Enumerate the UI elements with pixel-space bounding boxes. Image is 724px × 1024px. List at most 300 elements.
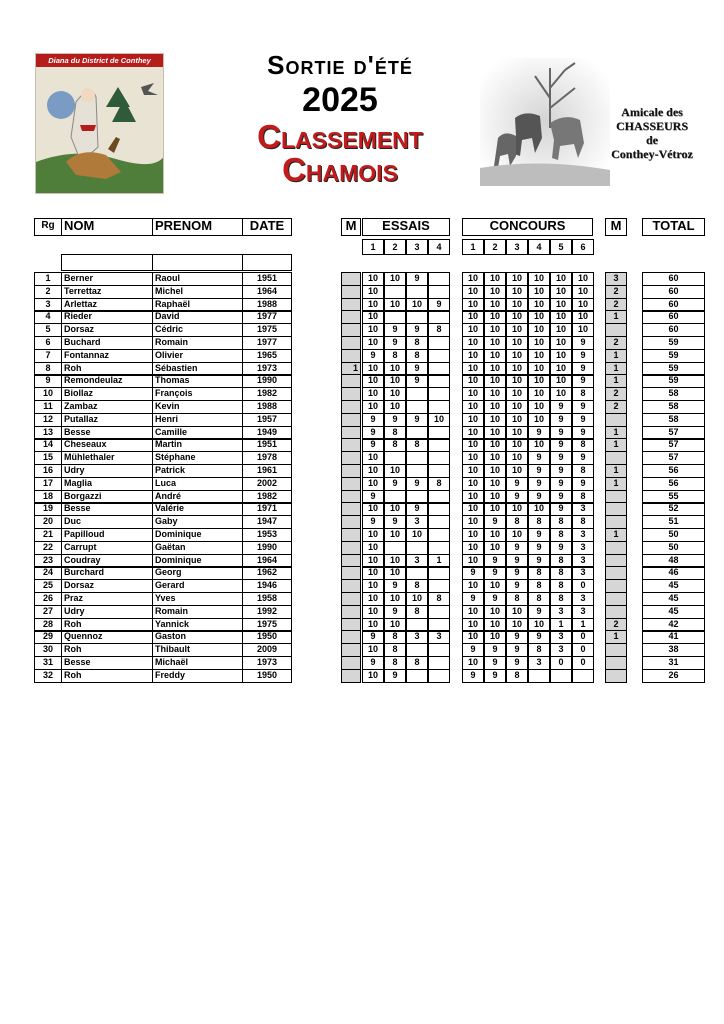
row-essai-1: 10 [362, 554, 384, 568]
row-essai-2: 9 [384, 605, 406, 619]
row-essai-2: 10 [384, 374, 406, 388]
row-concours-5: 8 [550, 579, 572, 593]
row-rank: 3 [34, 298, 62, 312]
row-m2 [605, 579, 627, 593]
row-concours-6: 9 [572, 362, 594, 376]
row-rank: 24 [34, 566, 62, 580]
row-m1 [341, 502, 361, 516]
row-concours-4: 9 [528, 451, 550, 465]
row-m1 [341, 477, 361, 491]
row-total: 60 [642, 298, 705, 312]
row-nom: Berner [61, 272, 153, 286]
row-m2: 2 [605, 618, 627, 632]
row-m2 [605, 656, 627, 670]
row-concours-6 [572, 669, 594, 683]
row-essai-4 [428, 605, 450, 619]
row-essai-3 [406, 643, 428, 657]
row-concours-5: 1 [550, 618, 572, 632]
row-essai-1: 10 [362, 336, 384, 350]
row-concours-2: 10 [484, 374, 506, 388]
row-concours-2: 10 [484, 426, 506, 440]
row-essai-4: 1 [428, 554, 450, 568]
essais-sub-3: 3 [406, 239, 428, 255]
row-concours-5: 10 [550, 336, 572, 350]
row-essai-3 [406, 387, 428, 401]
row-essai-1: 10 [362, 387, 384, 401]
row-total: 31 [642, 656, 705, 670]
row-m1 [341, 310, 361, 324]
row-concours-5: 9 [550, 438, 572, 452]
row-concours-6: 10 [572, 298, 594, 312]
row-rank: 4 [34, 310, 62, 324]
row-concours-3: 9 [506, 566, 528, 580]
row-essai-3: 9 [406, 502, 428, 516]
row-date: 1951 [242, 272, 292, 286]
row-concours-3: 10 [506, 528, 528, 542]
row-concours-4: 9 [528, 464, 550, 478]
row-concours-5: 9 [550, 413, 572, 427]
row-m2: 2 [605, 387, 627, 401]
row-concours-1: 10 [462, 285, 484, 299]
row-essai-3: 9 [406, 323, 428, 337]
row-date: 1957 [242, 413, 292, 427]
row-rank: 27 [34, 605, 62, 619]
row-essai-3 [406, 464, 428, 478]
row-concours-6: 3 [572, 592, 594, 606]
row-concours-4: 10 [528, 362, 550, 376]
row-essai-4 [428, 643, 450, 657]
row-concours-5: 10 [550, 272, 572, 286]
row-date: 1950 [242, 630, 292, 644]
row-nom: Roh [61, 669, 153, 683]
row-nom: Maglia [61, 477, 153, 491]
row-rank: 25 [34, 579, 62, 593]
row-m1 [341, 579, 361, 593]
row-prenom: Michel [152, 285, 243, 299]
row-concours-3: 8 [506, 669, 528, 683]
row-essai-1: 10 [362, 451, 384, 465]
row-date: 1982 [242, 387, 292, 401]
row-concours-2: 9 [484, 656, 506, 670]
title-block [200, 50, 480, 187]
row-prenom: Henri [152, 413, 243, 427]
row-concours-3: 9 [506, 490, 528, 504]
row-concours-4: 3 [528, 656, 550, 670]
row-date: 1961 [242, 464, 292, 478]
row-rank: 9 [34, 374, 62, 388]
row-concours-2: 9 [484, 669, 506, 683]
row-date: 1992 [242, 605, 292, 619]
row-concours-1: 9 [462, 643, 484, 657]
row-concours-2: 10 [484, 336, 506, 350]
row-m1 [341, 528, 361, 542]
row-essai-4 [428, 349, 450, 363]
row-concours-6: 10 [572, 272, 594, 286]
row-concours-5: 10 [550, 387, 572, 401]
row-concours-2: 10 [484, 451, 506, 465]
row-total: 57 [642, 438, 705, 452]
row-essai-2: 10 [384, 554, 406, 568]
row-essai-3 [406, 669, 428, 683]
row-concours-3: 9 [506, 541, 528, 555]
row-concours-4: 9 [528, 528, 550, 542]
row-nom: Udry [61, 464, 153, 478]
row-essai-3: 8 [406, 579, 428, 593]
row-essai-2: 8 [384, 643, 406, 657]
row-essai-4 [428, 541, 450, 555]
row-total: 59 [642, 362, 705, 376]
row-m2: 1 [605, 426, 627, 440]
row-total: 41 [642, 630, 705, 644]
row-date: 1982 [242, 490, 292, 504]
row-essai-4 [428, 400, 450, 414]
row-m2: 2 [605, 400, 627, 414]
row-concours-6: 0 [572, 630, 594, 644]
row-prenom: Gerard [152, 579, 243, 593]
row-prenom: Dominique [152, 554, 243, 568]
row-essai-2: 8 [384, 630, 406, 644]
row-concours-1: 9 [462, 669, 484, 683]
row-essai-2: 9 [384, 413, 406, 427]
row-essai-2: 10 [384, 592, 406, 606]
row-nom: Arlettaz [61, 298, 153, 312]
row-concours-3: 10 [506, 374, 528, 388]
header-prenom: PRENOM [152, 218, 243, 236]
header-m2: M [605, 218, 627, 236]
row-concours-4: 8 [528, 579, 550, 593]
row-date: 1977 [242, 336, 292, 350]
row-date: 1988 [242, 400, 292, 414]
row-nom: Mühlethaler [61, 451, 153, 465]
row-essai-1: 10 [362, 618, 384, 632]
row-essai-2: 10 [384, 502, 406, 516]
row-concours-1: 10 [462, 515, 484, 529]
row-concours-6: 9 [572, 400, 594, 414]
row-concours-3: 10 [506, 349, 528, 363]
row-prenom: Romain [152, 605, 243, 619]
row-concours-3: 9 [506, 643, 528, 657]
row-concours-2: 10 [484, 579, 506, 593]
chamois-illustration [480, 58, 610, 186]
row-nom: Besse [61, 656, 153, 670]
row-essai-3: 3 [406, 554, 428, 568]
row-essai-4 [428, 464, 450, 478]
row-essai-4 [428, 669, 450, 683]
row-prenom: Stéphane [152, 451, 243, 465]
row-essai-4 [428, 502, 450, 516]
row-concours-6: 10 [572, 285, 594, 299]
row-concours-4: 10 [528, 438, 550, 452]
row-concours-5: 9 [550, 502, 572, 516]
row-nom: Cheseaux [61, 438, 153, 452]
row-concours-5: 8 [550, 515, 572, 529]
row-date: 1990 [242, 541, 292, 555]
row-concours-1: 10 [462, 579, 484, 593]
row-m1 [341, 541, 361, 555]
row-m1 [341, 515, 361, 529]
row-concours-2: 10 [484, 349, 506, 363]
row-essai-4 [428, 566, 450, 580]
row-m1 [341, 387, 361, 401]
row-essai-1: 10 [362, 669, 384, 683]
row-concours-1: 10 [462, 387, 484, 401]
row-rank: 31 [34, 656, 62, 670]
row-essai-3 [406, 400, 428, 414]
row-total: 45 [642, 605, 705, 619]
row-essai-1: 10 [362, 362, 384, 376]
row-rank: 23 [34, 554, 62, 568]
row-essai-1: 9 [362, 349, 384, 363]
row-concours-4: 10 [528, 349, 550, 363]
row-concours-6: 3 [572, 566, 594, 580]
row-concours-5: 9 [550, 400, 572, 414]
row-m1 [341, 592, 361, 606]
row-m1 [341, 349, 361, 363]
row-date: 1973 [242, 362, 292, 376]
row-m2 [605, 566, 627, 580]
row-essai-2: 8 [384, 438, 406, 452]
row-concours-6: 0 [572, 579, 594, 593]
row-concours-1: 10 [462, 362, 484, 376]
row-essai-3: 9 [406, 362, 428, 376]
row-concours-6: 8 [572, 515, 594, 529]
row-total: 38 [642, 643, 705, 657]
row-rank: 15 [34, 451, 62, 465]
row-concours-2: 9 [484, 554, 506, 568]
row-concours-6: 10 [572, 323, 594, 337]
row-essai-3: 10 [406, 592, 428, 606]
row-m1 [341, 451, 361, 465]
row-prenom: Gaëtan [152, 541, 243, 555]
header-essais: ESSAIS [362, 218, 450, 236]
row-total: 50 [642, 528, 705, 542]
row-concours-6: 8 [572, 464, 594, 478]
row-concours-3: 10 [506, 298, 528, 312]
row-essai-2: 10 [384, 362, 406, 376]
row-concours-2: 10 [484, 362, 506, 376]
row-concours-4: 9 [528, 630, 550, 644]
row-total: 46 [642, 566, 705, 580]
header-m1: M [341, 218, 361, 236]
row-essai-3: 9 [406, 272, 428, 286]
row-concours-3: 9 [506, 579, 528, 593]
row-essai-3: 3 [406, 630, 428, 644]
row-concours-4: 9 [528, 541, 550, 555]
row-rank: 1 [34, 272, 62, 286]
row-essai-1: 9 [362, 426, 384, 440]
row-m1 [341, 656, 361, 670]
row-concours-3: 9 [506, 477, 528, 491]
row-concours-5: 8 [550, 592, 572, 606]
row-prenom: Patrick [152, 464, 243, 478]
row-concours-3: 10 [506, 362, 528, 376]
row-concours-4: 10 [528, 413, 550, 427]
row-prenom: Sébastien [152, 362, 243, 376]
row-m2: 1 [605, 630, 627, 644]
row-concours-5: 10 [550, 298, 572, 312]
row-date: 2009 [242, 643, 292, 657]
row-prenom: Camille [152, 426, 243, 440]
row-m2: 1 [605, 374, 627, 388]
row-prenom: Thibault [152, 643, 243, 657]
row-essai-3: 8 [406, 336, 428, 350]
row-m1 [341, 336, 361, 350]
row-essai-3 [406, 541, 428, 555]
row-essai-1: 9 [362, 515, 384, 529]
row-m2 [605, 413, 627, 427]
row-concours-2: 10 [484, 541, 506, 555]
row-essai-2: 8 [384, 426, 406, 440]
row-concours-4: 10 [528, 323, 550, 337]
row-concours-5: 9 [550, 490, 572, 504]
row-m1 [341, 323, 361, 337]
row-concours-2: 10 [484, 630, 506, 644]
row-date: 1988 [242, 298, 292, 312]
row-essai-3 [406, 451, 428, 465]
row-concours-3: 10 [506, 387, 528, 401]
row-m1 [341, 285, 361, 299]
row-essai-1: 9 [362, 630, 384, 644]
row-nom: Besse [61, 502, 153, 516]
row-concours-1: 10 [462, 323, 484, 337]
blank-header-row-nom [61, 254, 153, 271]
row-essai-1: 10 [362, 605, 384, 619]
row-concours-2: 10 [484, 605, 506, 619]
row-concours-5: 10 [550, 374, 572, 388]
row-total: 45 [642, 592, 705, 606]
row-concours-6: 3 [572, 541, 594, 555]
concours-sub-2: 2 [484, 239, 506, 255]
row-essai-2: 10 [384, 528, 406, 542]
row-rank: 21 [34, 528, 62, 542]
header-rg: Rg [34, 218, 62, 236]
row-m2 [605, 515, 627, 529]
row-concours-6: 9 [572, 336, 594, 350]
row-essai-3 [406, 285, 428, 299]
row-rank: 13 [34, 426, 62, 440]
row-total: 57 [642, 426, 705, 440]
row-rank: 17 [34, 477, 62, 491]
row-essai-4: 3 [428, 630, 450, 644]
row-essai-1: 10 [362, 477, 384, 491]
row-essai-3: 10 [406, 528, 428, 542]
row-essai-2 [384, 285, 406, 299]
row-concours-4: 9 [528, 490, 550, 504]
row-date: 1975 [242, 323, 292, 337]
row-nom: Quennoz [61, 630, 153, 644]
row-concours-2: 10 [484, 387, 506, 401]
row-essai-4 [428, 387, 450, 401]
row-total: 50 [642, 541, 705, 555]
row-concours-2: 9 [484, 566, 506, 580]
row-total: 26 [642, 669, 705, 683]
row-essai-3: 8 [406, 438, 428, 452]
row-concours-4: 10 [528, 374, 550, 388]
row-prenom: Gaby [152, 515, 243, 529]
row-concours-3: 8 [506, 592, 528, 606]
row-concours-1: 10 [462, 528, 484, 542]
row-concours-6: 0 [572, 656, 594, 670]
row-total: 58 [642, 400, 705, 414]
row-essai-4 [428, 528, 450, 542]
title-sortie: Sortie d'été [267, 50, 413, 80]
row-total: 52 [642, 502, 705, 516]
amicale-line1: Amicale des [621, 105, 683, 119]
header-total: TOTAL [642, 218, 705, 236]
row-concours-3: 10 [506, 323, 528, 337]
row-m2 [605, 605, 627, 619]
row-concours-5: 9 [550, 464, 572, 478]
row-concours-3: 9 [506, 554, 528, 568]
row-rank: 29 [34, 630, 62, 644]
row-concours-2: 10 [484, 285, 506, 299]
row-concours-1: 10 [462, 451, 484, 465]
row-concours-5: 9 [550, 426, 572, 440]
header-date: DATE [242, 218, 292, 236]
diana-logo-banner: Diana du District de Conthey [36, 54, 163, 67]
row-essai-1: 9 [362, 438, 384, 452]
row-m2: 1 [605, 362, 627, 376]
row-m2: 1 [605, 464, 627, 478]
row-m1 [341, 630, 361, 644]
row-date: 1971 [242, 502, 292, 516]
row-rank: 22 [34, 541, 62, 555]
row-concours-2: 10 [484, 490, 506, 504]
row-date: 1953 [242, 528, 292, 542]
row-essai-2: 10 [384, 387, 406, 401]
row-essai-1: 10 [362, 272, 384, 286]
row-concours-1: 10 [462, 554, 484, 568]
row-rank: 32 [34, 669, 62, 683]
row-concours-4: 10 [528, 400, 550, 414]
row-concours-1: 10 [462, 618, 484, 632]
row-nom: Roh [61, 618, 153, 632]
title-classement: Classement [257, 118, 423, 155]
row-concours-6: 9 [572, 426, 594, 440]
row-concours-3: 10 [506, 272, 528, 286]
row-total: 60 [642, 285, 705, 299]
row-concours-6: 9 [572, 477, 594, 491]
row-nom: Udry [61, 605, 153, 619]
amicale-logo-text [604, 105, 700, 161]
row-prenom: Luca [152, 477, 243, 491]
row-rank: 10 [34, 387, 62, 401]
row-total: 56 [642, 464, 705, 478]
row-concours-1: 10 [462, 426, 484, 440]
row-concours-3: 10 [506, 502, 528, 516]
row-concours-5: 0 [550, 656, 572, 670]
row-date: 1965 [242, 349, 292, 363]
row-concours-4: 9 [528, 605, 550, 619]
row-essai-4 [428, 374, 450, 388]
row-concours-1: 10 [462, 272, 484, 286]
row-nom: Praz [61, 592, 153, 606]
row-rank: 20 [34, 515, 62, 529]
row-concours-3: 10 [506, 618, 528, 632]
blank-header-row-prenom [152, 254, 243, 271]
row-concours-4: 8 [528, 515, 550, 529]
row-m2 [605, 592, 627, 606]
row-concours-1: 10 [462, 656, 484, 670]
row-essai-4: 8 [428, 477, 450, 491]
row-m2 [605, 323, 627, 337]
row-m1 [341, 374, 361, 388]
row-concours-6: 3 [572, 528, 594, 542]
row-essai-2: 10 [384, 400, 406, 414]
row-concours-4: 10 [528, 272, 550, 286]
row-total: 58 [642, 387, 705, 401]
row-essai-1: 10 [362, 592, 384, 606]
